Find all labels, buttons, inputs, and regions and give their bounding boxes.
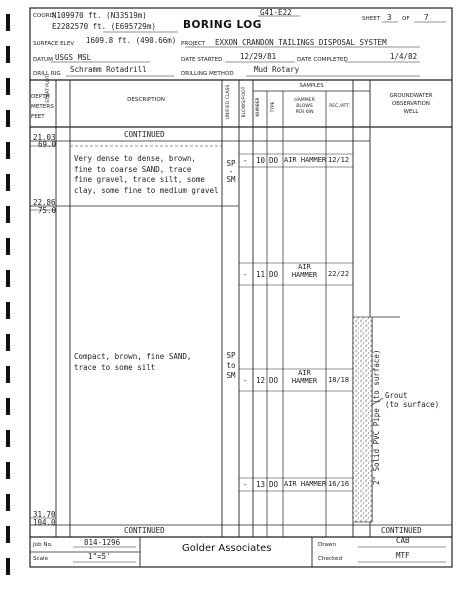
checked-label: Checked bbox=[318, 556, 342, 562]
hammer-header-1: HAMMER bbox=[294, 98, 315, 103]
depth-bot-ft: 104.0 bbox=[33, 518, 56, 527]
sample-blows: - bbox=[243, 156, 248, 165]
job-no: 814-1296 bbox=[84, 538, 121, 547]
sample-hammer: AIR HAMMER bbox=[284, 156, 327, 164]
gw-header-2: OBSERVATION bbox=[392, 101, 430, 107]
sample-number: 11 bbox=[256, 270, 266, 279]
boring-id: G41-E22 bbox=[260, 8, 292, 17]
sheet-number: 3 bbox=[387, 13, 392, 22]
gw-header-3: WELL bbox=[403, 109, 419, 115]
sample-hammer: HAMMER bbox=[291, 271, 318, 279]
number-header: NUMBER bbox=[256, 97, 261, 117]
layer-1-desc-line: clay, some fine to medium gravel bbox=[74, 185, 219, 195]
continued-top: CONTINUED bbox=[124, 130, 165, 139]
sample-number: 10 bbox=[256, 156, 266, 165]
surface-elev: 1609.8 ft. (490.66m) bbox=[86, 36, 177, 45]
company-name: Golder Associates bbox=[182, 543, 272, 554]
drawn-by: CAB bbox=[396, 536, 410, 545]
layer-2-desc-line: Compact, brown, fine SAND, bbox=[74, 352, 192, 361]
strat-plot-header: STRAT PLOT bbox=[46, 75, 51, 103]
date-started: 12/29/81 bbox=[240, 52, 277, 61]
grout-label-2: (to surface) bbox=[385, 400, 440, 409]
coord-label: COORD. bbox=[33, 13, 56, 19]
depth-mid-m: 22.86 bbox=[33, 198, 56, 207]
sample-rec: 16/16 bbox=[328, 480, 350, 488]
layer-1-class: SM bbox=[226, 175, 236, 184]
sample-type: DO bbox=[269, 270, 279, 279]
surface-elev-label: SURFACE ELEV bbox=[33, 41, 75, 47]
of-label: OF bbox=[402, 16, 410, 22]
hammer-header-3: PER 6IN bbox=[295, 110, 314, 115]
depth-mid-ft: 75.0 bbox=[38, 206, 57, 215]
sample-rec: 18/18 bbox=[328, 376, 350, 384]
layer-1-desc-line: fine to coarse SAND, trace bbox=[74, 164, 192, 174]
blows-foot-header: BLOWS/FOOT bbox=[242, 86, 247, 118]
continued-bottom: CONTINUED bbox=[124, 526, 165, 535]
sheet-label: SHEET bbox=[362, 16, 381, 22]
depth-bot-m: 31.70 bbox=[33, 510, 56, 519]
grout-label: Grout bbox=[385, 391, 408, 400]
drill-rig-label: DRILL RIG bbox=[33, 71, 61, 77]
sample-type: DO bbox=[269, 376, 279, 385]
sample-hammer: AIR HAMMER bbox=[284, 480, 327, 488]
sample-hammer: AIR bbox=[298, 263, 311, 271]
sample-hammer: AIR bbox=[298, 369, 311, 377]
scale: 1"=5' bbox=[88, 552, 111, 561]
sample-blows: - bbox=[243, 270, 248, 279]
samples-header: SAMPLES bbox=[299, 83, 324, 89]
date-completed: 1/4/82 bbox=[390, 52, 418, 61]
layer-1-desc-line: Very dense to dense, brown, bbox=[74, 154, 196, 163]
continued-well: CONTINUED bbox=[381, 526, 422, 535]
type-header: TYPE bbox=[271, 101, 276, 113]
layer-2-class: SP bbox=[226, 351, 236, 360]
sheet-total: 7 bbox=[424, 13, 429, 22]
sample-type: DO bbox=[269, 156, 279, 165]
datum: USGS MSL bbox=[55, 53, 92, 62]
layer-2-desc-line: trace to some silt bbox=[74, 362, 156, 372]
drill-rig: Schramm Rotadrill bbox=[70, 65, 147, 74]
drilling-method-label: DRILLING METHOD bbox=[181, 71, 234, 77]
drilling-method: Mud Rotary bbox=[254, 65, 300, 74]
project-label: PROJECT bbox=[181, 41, 206, 47]
checked-by: MTF bbox=[396, 551, 410, 560]
pvc-pipe-label: 2" Solid PVC Pipe (to surface) bbox=[372, 349, 381, 485]
date-completed-label: DATE COMPLETED bbox=[297, 57, 348, 63]
sample-number: 12 bbox=[256, 376, 266, 385]
gw-header-1: GROUNDWATER bbox=[389, 93, 433, 99]
layer-2-class: SM bbox=[226, 371, 236, 380]
datum-label: DATUM bbox=[33, 57, 53, 63]
form-title: BORING LOG bbox=[183, 19, 262, 31]
depth-header-3: FEET bbox=[31, 114, 45, 120]
sample-rec: 12/12 bbox=[328, 156, 350, 164]
rec-att-header: REC./ATT. bbox=[329, 104, 350, 109]
layer-1-class: - bbox=[228, 167, 234, 176]
sample-rec: 22/22 bbox=[328, 270, 350, 278]
scale-label: Scale bbox=[33, 556, 49, 562]
depth-top-m: 21.03 bbox=[33, 133, 56, 142]
sample-blows: - bbox=[243, 376, 248, 385]
job-no-label: Job No. bbox=[33, 542, 53, 548]
unified-class-header: UNIFIED CLASS bbox=[226, 84, 231, 120]
coord-east: E2282570 ft. (E695729m) bbox=[52, 22, 156, 31]
sample-type: DO bbox=[269, 480, 279, 489]
sample-hammer: HAMMER bbox=[291, 377, 318, 385]
sample-number: 13 bbox=[256, 480, 266, 489]
depth-top-ft: 69.0 bbox=[38, 140, 57, 149]
sample-blows: - bbox=[243, 480, 248, 489]
depth-header-2: METERS bbox=[31, 104, 54, 110]
layer-2-class: to bbox=[226, 361, 236, 370]
drawn-label: Drawn bbox=[318, 542, 337, 548]
coord-north: N109970 ft. (N33519m) bbox=[52, 11, 147, 20]
layer-1-class: SP bbox=[226, 159, 236, 168]
description-header: DESCRIPTION bbox=[127, 97, 165, 103]
date-started-label: DATE STARTED bbox=[181, 57, 223, 63]
hammer-header-2: BLOWS bbox=[296, 104, 313, 109]
depth-header-1: DEPTH bbox=[31, 94, 50, 100]
project: EXXON CRANDON TAILINGS DISPOSAL SYSTEM bbox=[215, 38, 387, 47]
layer-1-desc-line: fine gravel, trace silt, some bbox=[74, 175, 205, 184]
